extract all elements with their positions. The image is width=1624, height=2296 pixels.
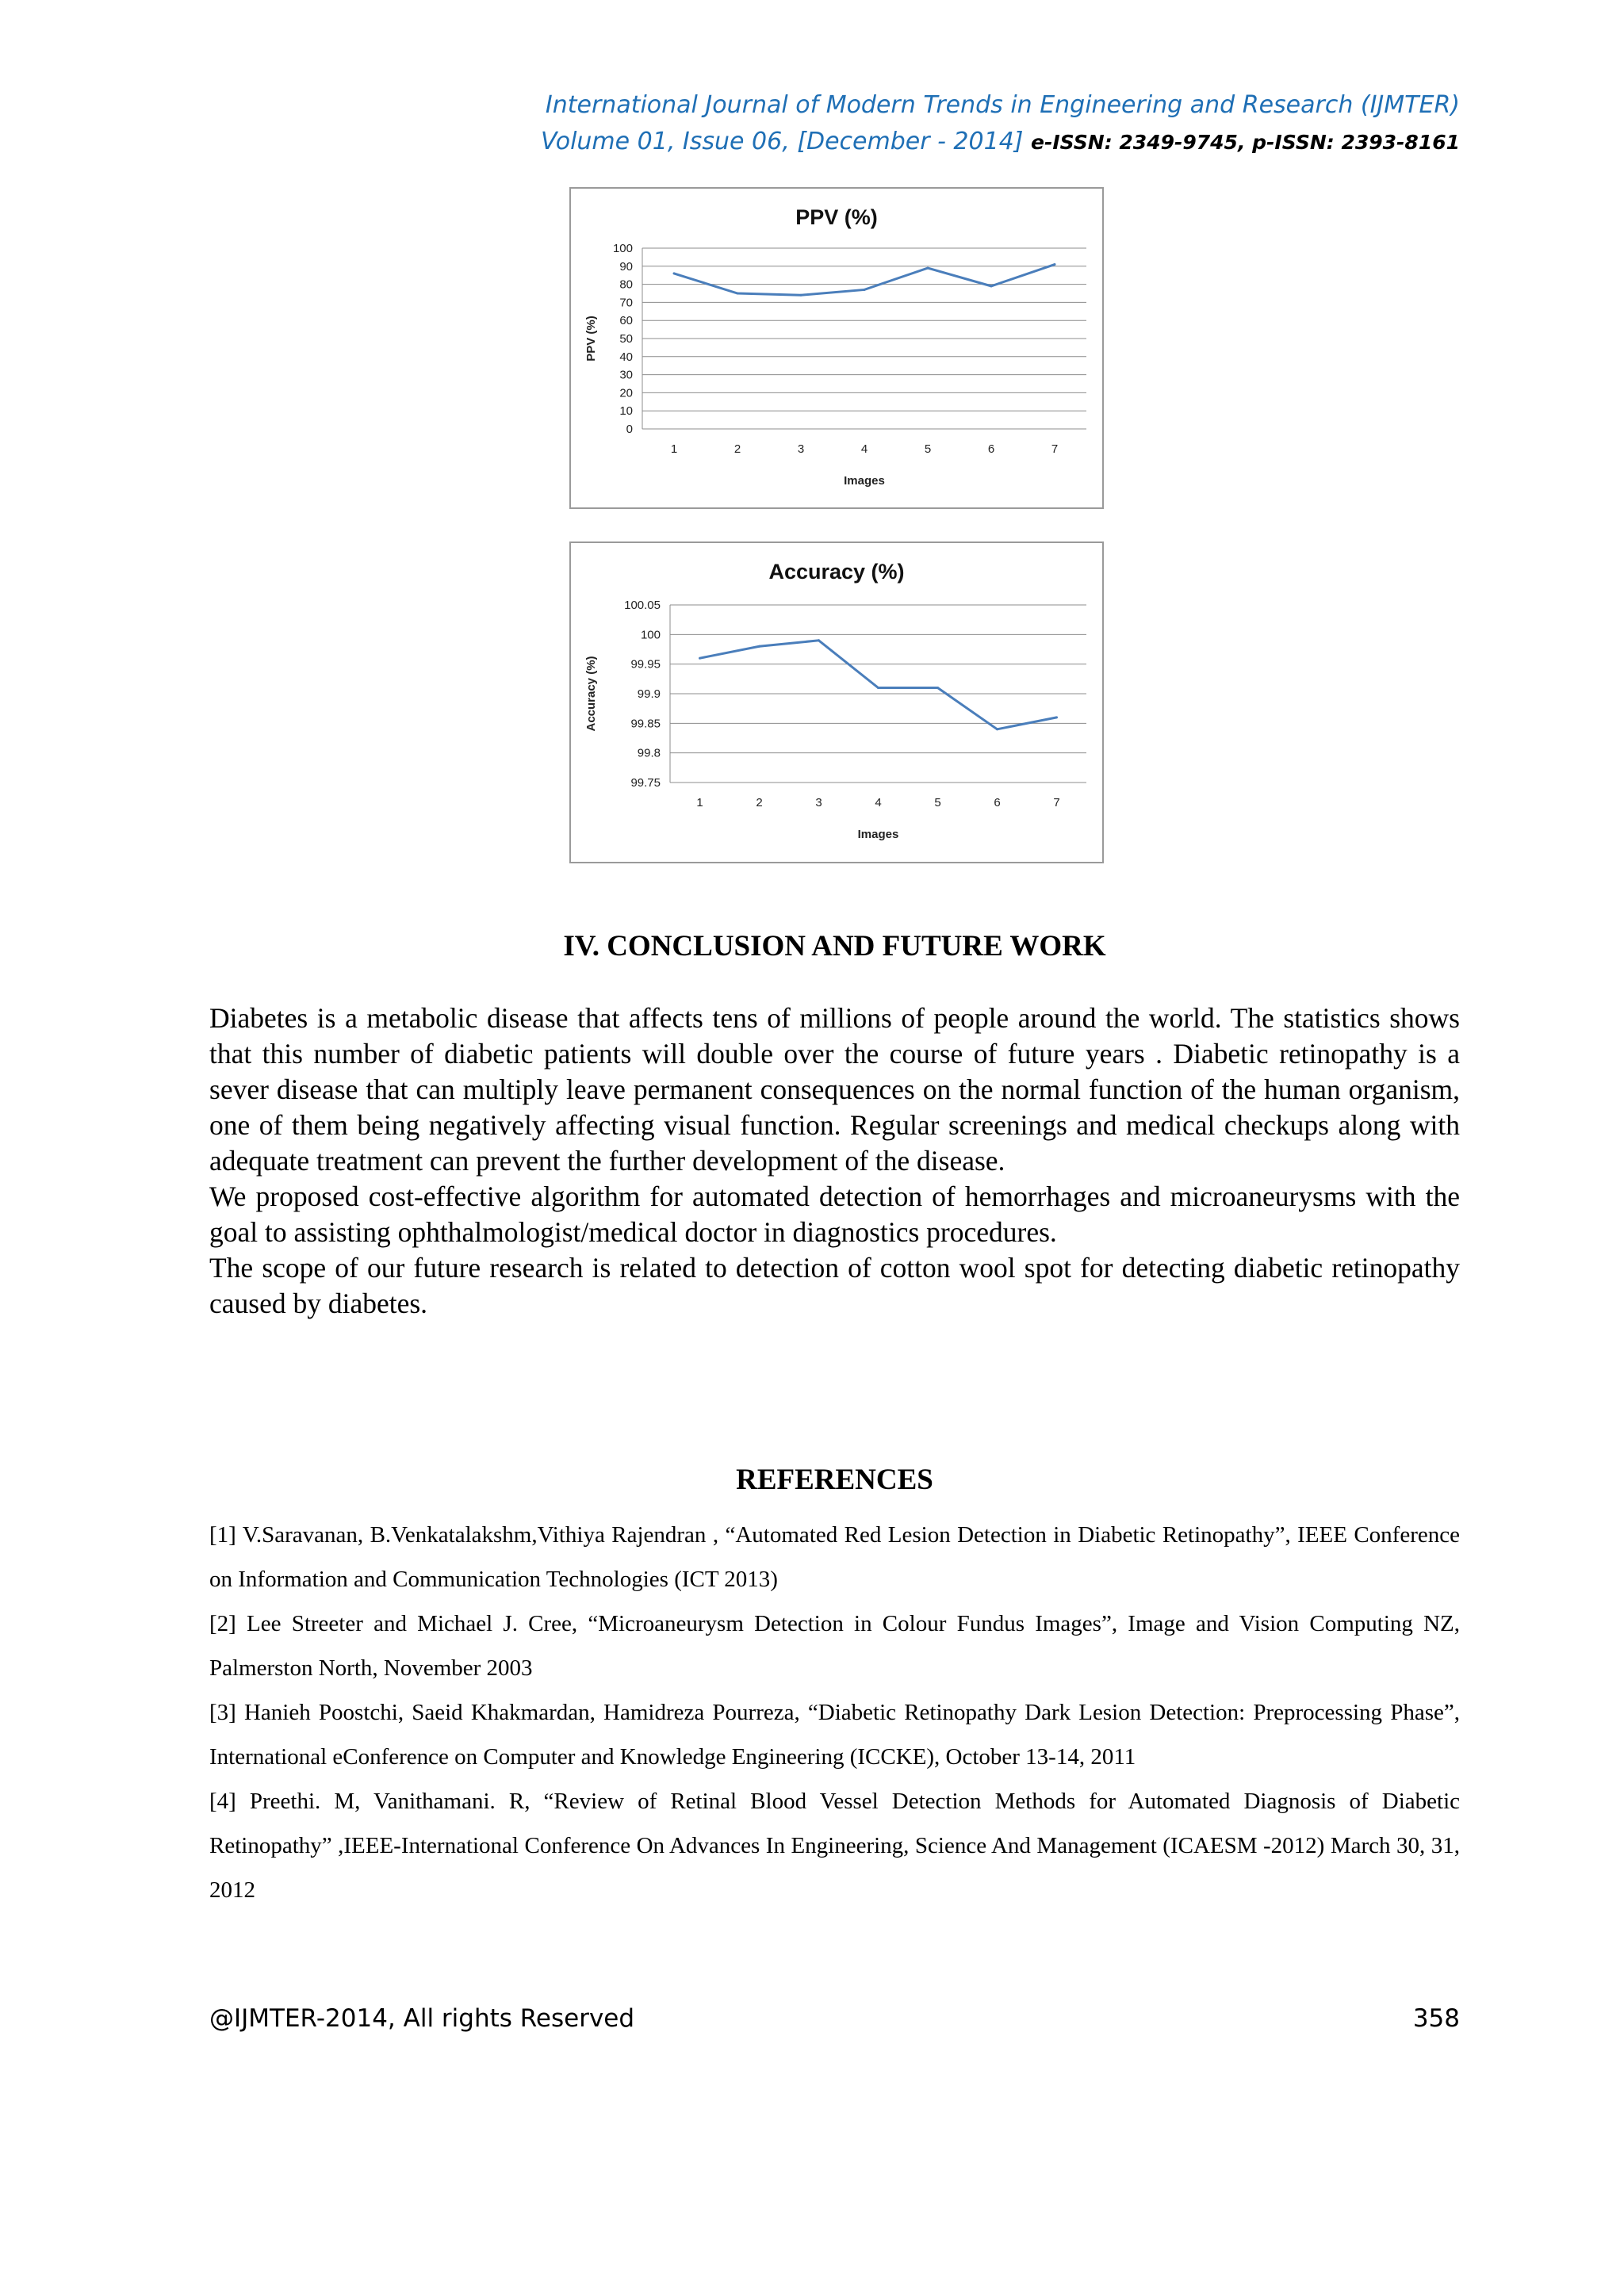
data-point [990, 285, 993, 287]
data-point [1055, 716, 1058, 718]
x-tick-label: 4 [875, 796, 882, 809]
reference-item: [3] Hanieh Poostchi, Saeid Khakmardan, Hamidreza Pourreza, “Diabetic Retinopathy Dark Lesion Detection: Preprocessing Phase”, International eConference on Computer and Knowledge Engineering (ICCKE), October 13-14, 2011 [209, 1700, 1460, 1770]
x-tick-label: 5 [924, 442, 932, 456]
references-heading: REFERENCES [736, 1464, 933, 1496]
y-tick-label: 100.05 [624, 599, 661, 612]
x-tick-label: 3 [797, 442, 805, 456]
y-tick-label: 70 [619, 296, 633, 310]
series-line [700, 641, 1057, 729]
y-tick-label: 0 [626, 423, 633, 436]
data-point [800, 294, 802, 297]
y-tick-label: 99.85 [630, 717, 661, 731]
data-point [877, 687, 879, 689]
data-point [673, 272, 676, 274]
journal-volume: Volume 01, Issue 06, [December - 2014] [540, 128, 1024, 155]
x-axis-label: Images [857, 828, 899, 841]
y-tick-label: 99.75 [630, 776, 661, 790]
x-tick-label: 7 [1053, 796, 1060, 809]
y-tick-label: 30 [619, 368, 633, 382]
y-tick-label: 90 [619, 259, 633, 274]
y-axis-label: Accuracy (%) [584, 656, 598, 732]
x-tick-label: 6 [994, 796, 1001, 809]
conclusion-heading: IV. CONCLUSION AND FUTURE WORK [563, 930, 1106, 962]
ppv-chart [569, 187, 1104, 509]
data-point [927, 267, 929, 270]
y-tick-label: 99.8 [637, 746, 661, 760]
page-footer [209, 2004, 1460, 2033]
conclusion-body [209, 1001, 1460, 1322]
x-tick-label: 5 [934, 796, 941, 809]
journal-issn: e-ISSN: 2349-9745, p-ISSN: 2393-8161 [1031, 131, 1460, 154]
page-number: 358 [1412, 2004, 1460, 2033]
ppv-chart-svg [571, 189, 1102, 507]
y-tick-label: 100 [612, 242, 633, 255]
references-list [209, 1513, 1460, 1912]
data-point [936, 687, 939, 689]
y-tick-label: 99.95 [630, 657, 661, 672]
data-point [758, 645, 760, 648]
conclusion-paragraph: The scope of our future research is related to detection of cotton wool spot for detecting diabetic retinopathy caused by diabetes. [209, 1252, 1460, 1319]
x-tick-label: 4 [860, 442, 868, 456]
y-tick-label: 50 [619, 332, 633, 346]
reference-item: [2] Lee Streeter and Michael J. Cree, “Microaneurysm Detection in Colour Fundus Images”, Image and Vision Computing NZ, Palmerston North, November 2003 [209, 1611, 1460, 1681]
x-tick-label: 6 [987, 442, 995, 456]
journal-title: International Journal of Modern Trends in Engineering and Research (IJMTER) [545, 91, 1460, 119]
conclusion-paragraph: Diabetes is a metabolic disease that affects tens of millions of people around the world. The statistics shows that this number of diabetic patients will double over the course of future years . Diabetic retinopathy is a sever disease that can multiply leave permanent consequences on the normal function of the human organism, one of them being negatively affecting visual function. Regular screenings and medical checkups along with adequate treatment can prevent the further development of the disease. [209, 1002, 1460, 1177]
x-tick-label: 1 [670, 442, 678, 456]
x-tick-label: 7 [1051, 442, 1059, 456]
data-point [996, 728, 998, 730]
data-point [864, 289, 866, 291]
reference-item: [4] Preethi. M, Vanithamani. R, “Review of Retinal Blood Vessel Detection Methods for Automated Diagnosis of Diabetic Retinopathy” ,IEEE-International Conference On Advances In Engineering, Science And Management (ICAESM -2012) March 30, 31, 2012 [209, 1789, 1460, 1903]
y-tick-label: 60 [619, 314, 633, 328]
chart-title: Accuracy (%) [768, 560, 905, 584]
accuracy-chart-svg [571, 543, 1102, 862]
y-tick-label: 100 [640, 628, 661, 642]
y-axis-label: PPV (%) [584, 316, 598, 362]
footer-copyright: @IJMTER-2014, All rights Reserved [209, 2004, 635, 2033]
journal-volume-line [209, 124, 1460, 161]
y-tick-label: 40 [619, 350, 633, 364]
x-tick-label: 1 [696, 796, 703, 809]
x-tick-label: 3 [815, 796, 822, 809]
journal-header [209, 87, 1460, 161]
x-tick-label: 2 [756, 796, 763, 809]
x-axis-label: Images [844, 474, 885, 488]
data-point [699, 657, 701, 660]
data-point [737, 293, 739, 295]
reference-item: [1] V.Saravanan, B.Venkatalakshm,Vithiya Rajendran , “Automated Red Lesion Detection in Diabetic Retinopathy”, IEEE Conference on Information and Communication Technologies (ICT 2013) [209, 1522, 1460, 1592]
accuracy-chart [569, 541, 1104, 863]
data-point [1054, 263, 1056, 266]
y-tick-label: 80 [619, 277, 633, 292]
y-tick-label: 20 [619, 386, 633, 400]
conclusion-paragraph: We proposed cost-effective algorithm for automated detection of hemorrhages and microaneurysms with the goal to assisting ophthalmologist/medical doctor in diagnostics procedures. [209, 1181, 1460, 1248]
data-point [818, 639, 820, 641]
x-tick-label: 2 [733, 442, 741, 456]
y-tick-label: 99.9 [637, 687, 661, 701]
chart-title: PPV (%) [795, 205, 878, 229]
y-tick-label: 10 [619, 404, 633, 419]
